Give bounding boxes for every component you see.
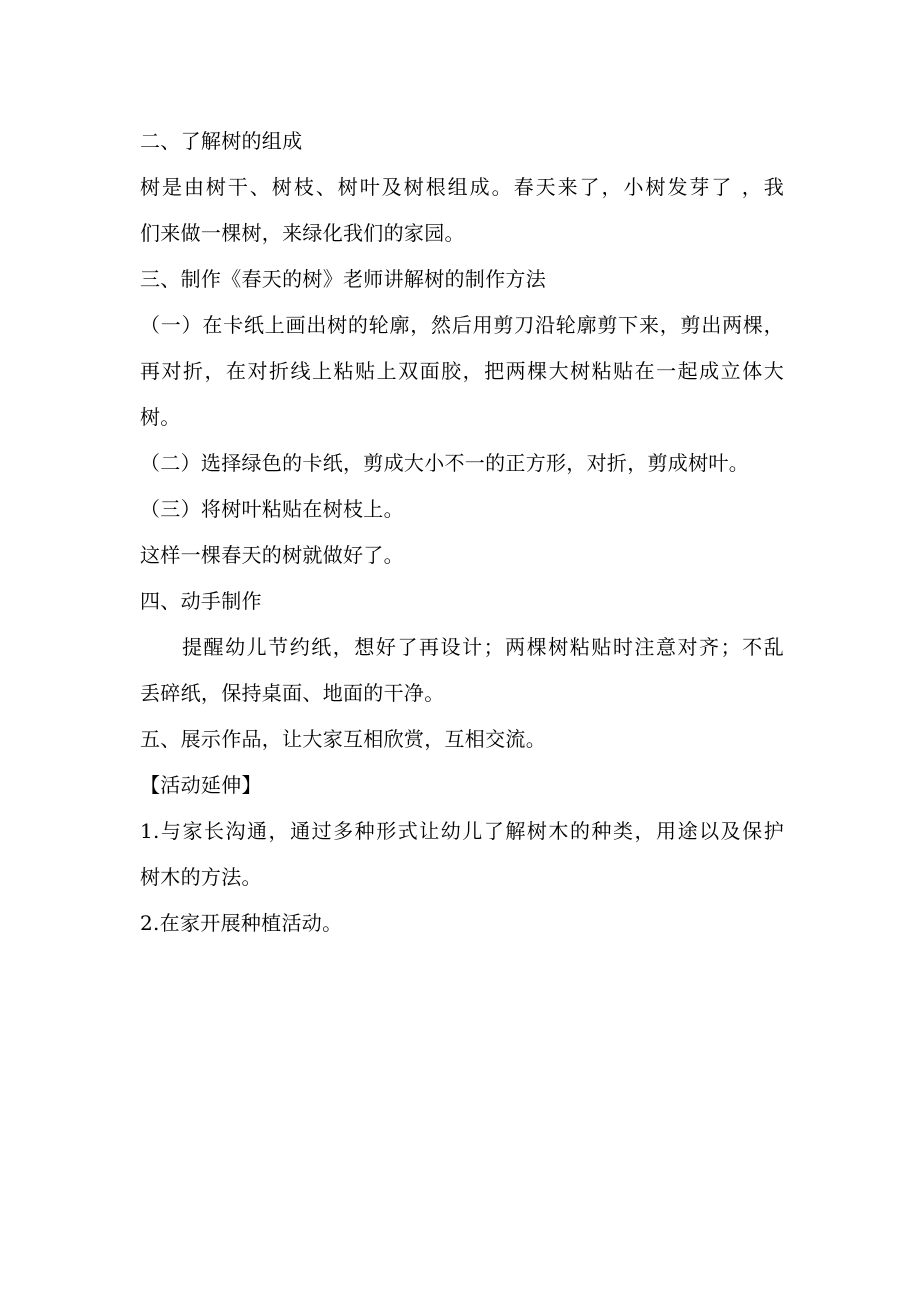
paragraph-line: 提醒幼儿节约纸，想好了再设计；两棵树粘贴时注意对齐；不乱 — [182, 635, 784, 659]
paragraph-line: 这样一棵春天的树就做好了。 — [140, 543, 404, 567]
section-heading-4: 四、动手制作 — [140, 589, 262, 613]
paragraph-line: （三）将树叶粘贴在树枝上。 — [140, 497, 404, 521]
section-heading-5: 五、展示作品，让大家互相欣赏，互相交流。 — [140, 727, 546, 751]
paragraph-line: （二）选择绿色的卡纸，剪成大小不一的正方形，对折，剪成树叶。 — [140, 451, 749, 475]
paragraph-line: 再对折，在对折线上粘贴上双面胶，把两棵大树粘贴在一起成立体大 — [140, 359, 784, 383]
paragraph-line: （一）在卡纸上画出树的轮廓，然后用剪刀沿轮廓剪下来，剪出两棵， — [140, 313, 784, 337]
paragraph-line: 树是由树干、树枝、树叶及树根组成。春天来了，小树发芽了 ，我 — [140, 175, 784, 199]
section-heading-extension: 【活动延伸】 — [140, 773, 262, 797]
list-item-1: 1.与家长沟通，通过多种形式让幼儿了解树木的种类，用途以及保护 — [140, 819, 784, 843]
list-item-2: 2.在家开展种植活动。 — [140, 911, 343, 935]
paragraph-line: 丢碎纸，保持桌面、地面的干净。 — [140, 681, 445, 705]
paragraph-line: 们来做一棵树，来绿化我们的家园。 — [140, 221, 465, 245]
document-body — [140, 118, 784, 946]
section-heading-3: 三、制作《春天的树》老师讲解树的制作方法 — [140, 267, 546, 291]
paragraph-line: 树木的方法。 — [140, 865, 262, 889]
section-heading-2: 二、了解树的组成 — [140, 129, 303, 153]
paragraph-line: 树。 — [140, 405, 181, 429]
